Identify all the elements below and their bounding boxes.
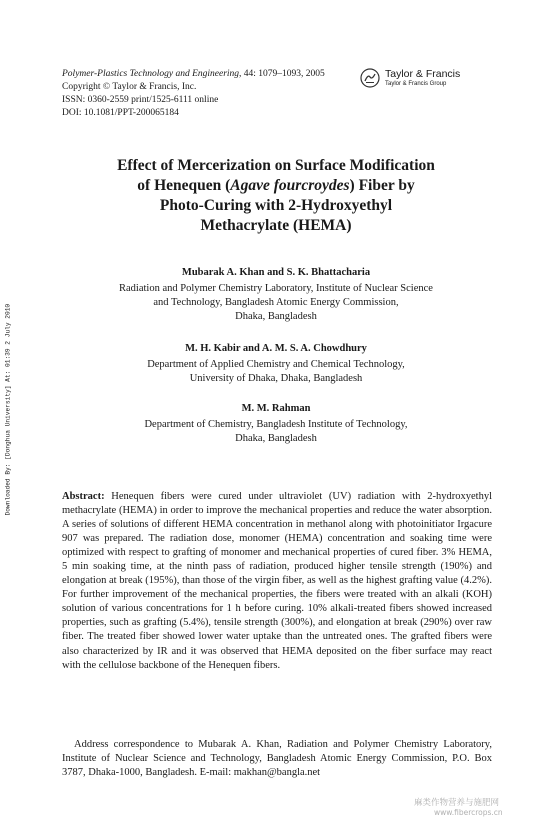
journal-citation: [62, 68, 325, 81]
author-names: M. H. Kabir and A. M. S. A. Chowdhury: [185, 343, 367, 354]
abstract-text: Henequen fibers were cured under ultraviolet (UV) radiation with 2-hydroxyethyl methacrylate (HEMA) in order to improve the mechanical properties and reduce the water absorption. A series of solutions of different HEMA concentration in methanol along with photoinitiator Irgacure 907 was prepared. The radiation dose, monomer (HEMA) concentration and soaking time were optimized with respect to grafting of monomer and mechanical properties of cured fiber. 3% HEMA, 5 min soaking time, at the ninth pass of radiation, produced higher tensile strength (190%) and elongation at break (195%), than those of the virgin fiber, as well as the highest grafting value (4.2%). For further improvement of the mechanical properties, the fibers were treated with an alkali (KOH) solution of various concentrations for 1 h before curing. 10% alkali-treated fibers showed increased properties, such as grafting (5.4%), tensile strength (300%), and elongation at break (290%) over raw fiber. The treated fiber showed lower water uptake than the untreated ones. The grafted fibers were also characterized by IR and it was observed that HEMA deposited on the fiber surface may react with the cellulose backbone of the Henequen fibers.: [62, 491, 492, 671]
title-line-2: [40, 176, 512, 196]
title-species-name: Agave fourcroydes: [230, 177, 350, 194]
journal-name: Polymer-Plastics Technology and Engineering: [62, 69, 240, 79]
affiliation-line: University of Dhaka, Dhaka, Bangladesh: [189, 373, 363, 384]
download-stamp: Downloaded By: [Donghua University] At: 01:39 2 July 2010: [4, 303, 12, 516]
title-line-4: Methacrylate (HEMA): [200, 217, 352, 234]
publisher-name: Taylor & Francis: [385, 67, 461, 80]
paper-title: [40, 156, 512, 236]
title-line-2-post: ) Fiber by: [349, 177, 415, 194]
taylor-francis-logo-icon: [360, 68, 380, 88]
abstract-label: Abstract:: [62, 491, 105, 502]
affiliation-line: Department of Applied Chemistry and Chemical Technology,: [147, 359, 405, 370]
author-names: M. M. Rahman: [241, 403, 311, 414]
issn-line: ISSN: 0360-2559 print/1525-6111 online: [62, 95, 219, 105]
affiliation-line: Radiation and Polymer Chemistry Laboratory, Institute of Nuclear Science: [119, 283, 433, 294]
journal-header: [62, 68, 325, 120]
publisher-logo: [360, 68, 460, 88]
publisher-group: Taylor & Francis Group: [385, 80, 447, 87]
affiliation-line: Dhaka, Bangladesh: [235, 311, 317, 322]
title-line-2-pre: of Henequen (: [137, 177, 231, 194]
author-block-1: [40, 266, 512, 324]
abstract: [62, 490, 492, 673]
doi-line: DOI: 10.1081/PPT-200065184: [62, 108, 179, 118]
journal-volume: , 44: 1079–1093, 2005: [239, 69, 325, 79]
title-line-1: Effect of Mercerization on Surface Modification: [117, 157, 435, 174]
affiliation-line: Department of Chemistry, Bangladesh Institute of Technology,: [144, 419, 408, 430]
author-block-3: [40, 402, 512, 446]
correspondence-address: Address correspondence to Mubarak A. Khan, Radiation and Polymer Chemistry Laboratory, Institute of Nuclear Science and Technology, Bangladesh Atomic Energy Commission, P.O. Box 3787, Dhaka-1000, Bangladesh. E-mail: makhan@bangla.net: [62, 739, 492, 779]
affiliation-line: and Technology, Bangladesh Atomic Energy Commission,: [153, 297, 399, 308]
title-line-3: Photo-Curing with 2-Hydroxyethyl: [159, 197, 393, 214]
affiliation-line: Dhaka, Bangladesh: [235, 433, 317, 444]
watermark-url: www.fibercrops.cn: [434, 808, 503, 817]
watermark-chinese: 麻类作物营养与施肥网: [414, 798, 500, 808]
author-block-2: [40, 342, 512, 386]
author-names: Mubarak A. Khan and S. K. Bhattacharia: [181, 267, 371, 278]
copyright-line: Copyright © Taylor & Francis, Inc.: [62, 82, 197, 92]
